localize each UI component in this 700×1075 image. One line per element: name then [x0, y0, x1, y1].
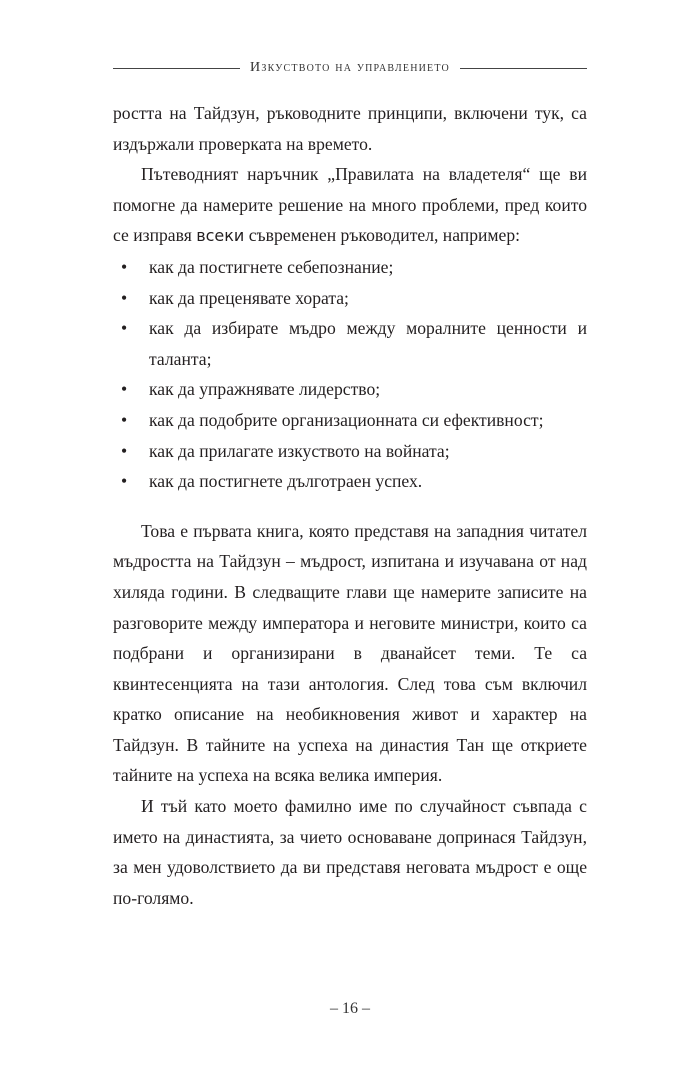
header-rule-right [460, 68, 587, 69]
bullet-list [113, 252, 587, 497]
header-title: Изкуството на управлението [250, 60, 450, 75]
paragraph-guide-start: Пътеводният наръчник „Правилата на владетеля“ ще ви помогне да намерите решение на много проблеми, пред които се изправя [113, 164, 587, 246]
header-rule-left [113, 68, 240, 69]
paragraph-continued: ростта на Тайдзун, ръководните принципи, включени тук, са издържали проверката на времето. [113, 103, 587, 154]
list-item: • как да избирате мъдро между моралните ценности и таланта; [113, 313, 587, 374]
paragraph-family-name: И тъй като моето фамилно име по случайност съвпада с името на династията, за чието основаване допринася Тайдзун, за мен удоволствието да ви представя неговата мъдрост е още по-голямо. [113, 796, 587, 908]
paragraph-guide [113, 159, 587, 252]
list-item: • как да упражнявате лидерство; [113, 374, 587, 405]
paragraph-first-book: Това е първата книга, която представя на западния читател мъдростта на Тайдзун – мъдрост, изпитана и изучавана от над хиляда години. В следващите глави ще намерите записите на разговорите между императора и неговите министри, които са подбрани и организирани в дванайсет теми. Те са квинтесенцията на тази антология. След това съм включил кратко описание на необикновения живот и характер на Тайдзун. В тайните на успеха на династия Тан ще откриете тайните на успеха на всяка велика империя. [113, 520, 587, 786]
list-item: • как да постигнете себепознание; [113, 252, 587, 283]
paragraph-guide-word: всеки [196, 226, 245, 246]
list-item: • как да постигнете дълготраен успех. [113, 466, 587, 497]
body-text [113, 98, 587, 913]
list-item: • как да прилагате изкуството на войната; [113, 436, 587, 467]
list-item: • как да подобрите организационната си ефективност; [113, 405, 587, 436]
running-header [113, 60, 587, 76]
page-number: – 16 – [330, 1000, 370, 1017]
list-item: • как да преценявате хората; [113, 283, 587, 314]
paragraph-guide-end: съвременен ръководител, например: [244, 225, 521, 246]
